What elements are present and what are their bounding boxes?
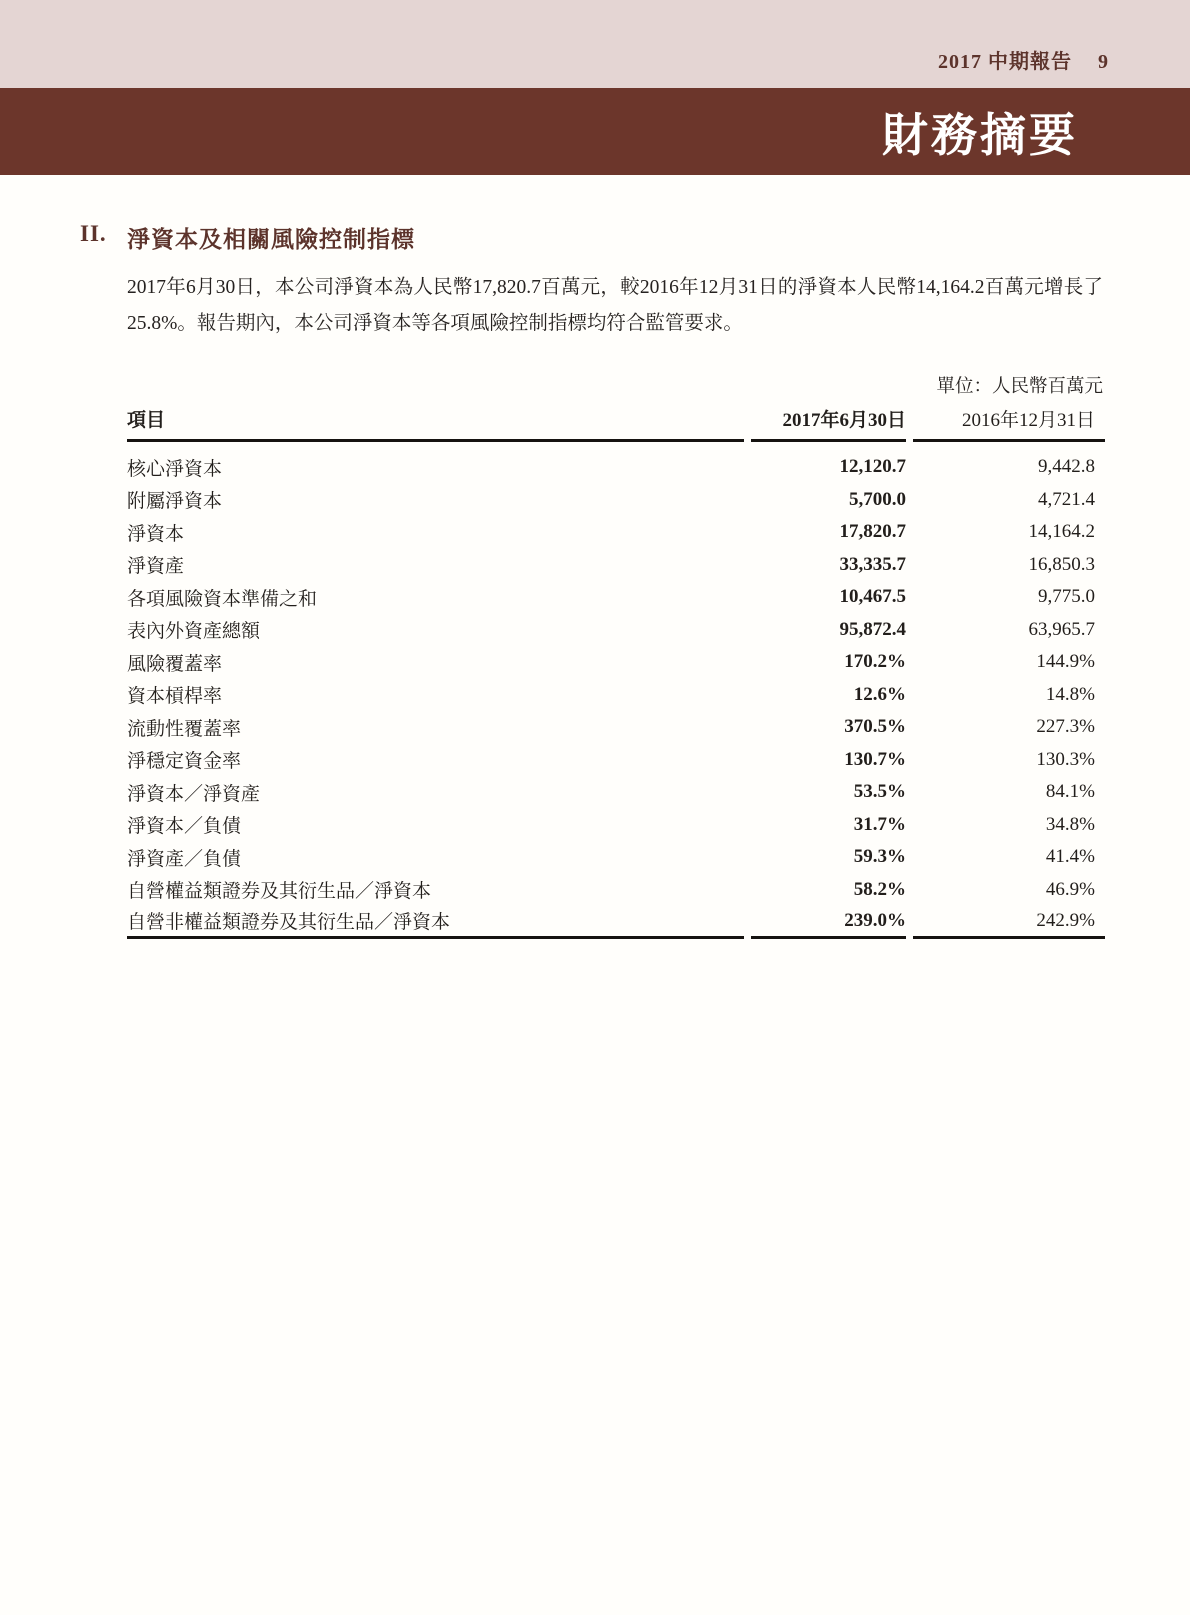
row-value-2017: 12.6% [853,683,906,705]
table-body [127,442,1105,939]
table-row [127,679,1105,712]
row-value-2017: 53.5% [853,781,906,803]
row-label: 核心淨資本 [127,458,223,480]
report-title: 2017 中期報告 [938,51,1072,73]
row-value-2016: 242.9% [913,906,1105,939]
table-row [127,516,1105,549]
row-value-2017: 170.2% [844,651,906,673]
section-paragraph: 2017年6月30日，本公司淨資本為人民幣17,820.7百萬元，較2016年12月31日的淨資本人民幣14,164.2百萬元增長了25.8%。報告期內，本公司淨資本等各項風險控制指標均符合監管要求。 [127,277,1103,334]
column-header-item: 項目 [127,405,744,442]
row-value-2017: 370.5% [844,716,906,738]
row-value-2016: 9,442.8 [1038,456,1095,478]
row-value-2016: 4,721.4 [1038,488,1095,510]
table-row [127,809,1105,842]
row-label: 自營非權益類證券及其衍生品／淨資本 [127,906,744,939]
row-label: 淨資本／淨資產 [127,783,261,805]
table-row [127,841,1105,874]
row-value-2016: 84.1% [1045,781,1095,803]
column-header-2016: 2016年12月31日 [913,405,1105,442]
row-label: 淨資產 [127,556,185,578]
section-number: II. [80,221,107,246]
row-value-2016: 144.9% [1036,651,1095,673]
row-label: 流動性覆蓋率 [127,718,242,740]
row-label: 淨資本 [127,523,185,545]
table-row [127,484,1105,517]
row-label: 淨資產／負債 [127,848,242,870]
column-header-2017: 2017年6月30日 [751,405,906,442]
report-meta-bar [0,0,1190,88]
section-heading [80,221,1105,254]
row-value-2016: 227.3% [1036,716,1095,738]
page-number: 9 [1098,51,1108,73]
row-value-2017: 59.3% [853,846,906,868]
row-value-2016: 46.9% [1045,878,1095,900]
net-capital-table [127,372,1105,939]
table-row [127,614,1105,647]
row-value-2016: 130.3% [1036,748,1095,770]
row-value-2016: 34.8% [1045,813,1095,835]
row-value-2016: 16,850.3 [1028,553,1095,575]
chapter-banner [0,88,1190,175]
row-label: 淨穩定資金率 [127,751,242,773]
row-label: 表內外資產總額 [127,621,261,643]
row-value-2017: 130.7% [844,748,906,770]
table-row [127,646,1105,679]
row-value-2016: 41.4% [1045,846,1095,868]
page-content [0,221,1190,939]
row-label: 各項風險資本準備之和 [127,588,318,610]
row-value-2017: 33,335.7 [839,553,906,575]
row-label: 自營權益類證券及其衍生品／淨資本 [127,881,432,903]
row-value-2017: 95,872.4 [839,618,906,640]
table-row [127,581,1105,614]
row-value-2016: 63,965.7 [1028,618,1095,640]
table-row [127,451,1105,484]
row-label: 附屬淨資本 [127,491,223,513]
unit-note: 單位：人民幣百萬元 [936,377,1103,397]
table-row [127,776,1105,809]
table-header-row [127,404,1105,442]
row-value-2016: 9,775.0 [1038,586,1095,608]
row-value-2017: 17,820.7 [839,521,906,543]
table-row [127,711,1105,744]
chapter-title: 財務摘要 [882,109,1078,161]
row-label: 風險覆蓋率 [127,653,223,675]
row-value-2017: 31.7% [853,813,906,835]
row-value-2016: 14,164.2 [1028,521,1095,543]
table-row [127,549,1105,582]
row-label: 淨資本／負債 [127,816,242,838]
table-row [127,906,1105,939]
row-value-2017: 239.0% [751,906,906,939]
row-value-2017: 58.2% [853,878,906,900]
table-row [127,874,1105,907]
table-row [127,744,1105,777]
row-value-2016: 14.8% [1045,683,1095,705]
section-title: 淨資本及相關風險控制指標 [127,227,415,252]
row-value-2017: 12,120.7 [839,456,906,478]
row-value-2017: 5,700.0 [849,488,906,510]
row-value-2017: 10,467.5 [839,586,906,608]
row-label: 資本槓桿率 [127,686,223,708]
